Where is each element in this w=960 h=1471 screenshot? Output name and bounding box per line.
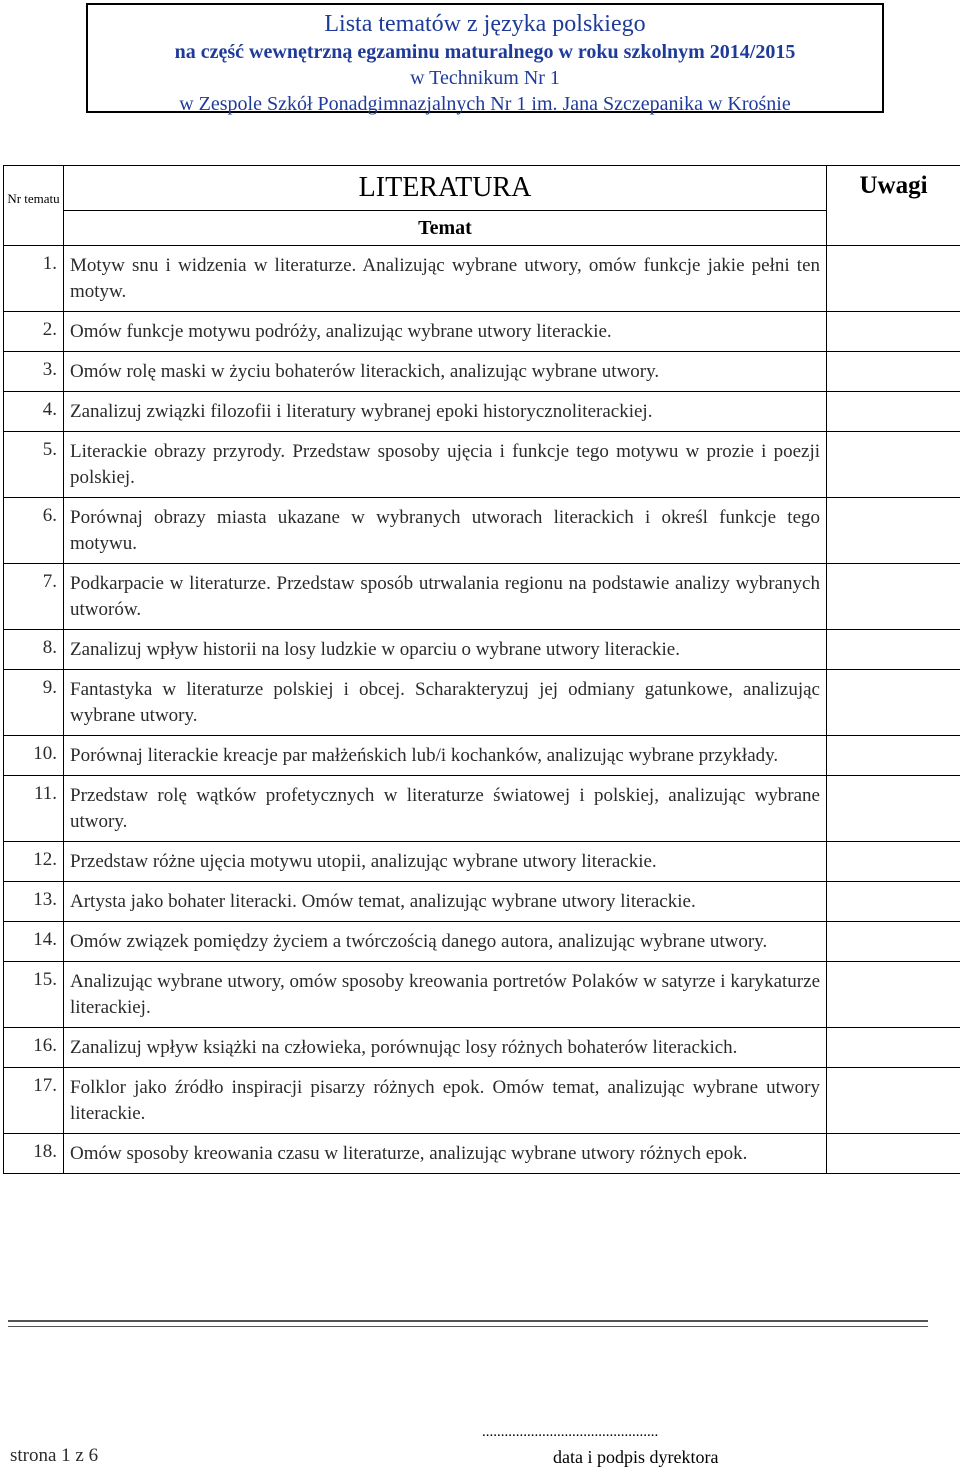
topic-text: Omów funkcje motywu podróży, analizując wybrane utwory literackie. [64,312,827,352]
table-row [4,432,960,498]
table-row [4,1028,960,1068]
topic-number: 3. [4,352,64,392]
document-title: Lista tematów z języka polskiego [324,11,646,37]
topic-text: Zanalizuj wpływ książki na człowieka, porównując losy różnych bohaterów literackich. [64,1028,827,1068]
topic-number: 11. [4,776,64,842]
table-row [4,352,960,392]
notes-cell [827,776,960,842]
topic-text: Zanalizuj wpływ historii na losy ludzkie w oparciu o wybrane utwory literackie. [64,630,827,670]
table-header-row [4,166,960,211]
notes-cell [827,432,960,498]
table-row [4,1068,960,1134]
topic-number: 10. [4,736,64,776]
topic-text: Podkarpacie w literaturze. Przedstaw sposób utrwalania regionu na podstawie analizy wybranych utworów. [64,564,827,630]
table-row [4,564,960,630]
notes-cell [827,962,960,1028]
notes-cell [827,736,960,776]
table-row [4,1134,960,1174]
topic-text: Zanalizuj związki filozofii i literatury wybranej epoki historycznoliterackiej. [64,392,827,432]
topic-text: Folklor jako źródło inspiracji pisarzy różnych epok. Omów temat, analizując wybrane utwory literackie. [64,1068,827,1134]
table-row [4,842,960,882]
topic-text: Omów rolę maski w życiu bohaterów literackich, analizując wybrane utwory. [64,352,827,392]
footer-divider [8,1320,928,1322]
table-row [4,246,960,312]
topic-number: 2. [4,312,64,352]
table-row [4,882,960,922]
topic-text: Analizując wybrane utwory, omów sposoby kreowania portretów Polaków w satyrze i karykaturze literackiej. [64,962,827,1028]
notes-cell [827,1134,960,1174]
notes-cell [827,670,960,736]
notes-cell [827,630,960,670]
topic-number: 13. [4,882,64,922]
topic-text: Motyw snu i widzenia w literaturze. Analizując wybrane utwory, omów funkcje jakie pełni ten motyw. [64,246,827,312]
table-subheader-row [4,211,960,246]
page-number: strona 1 z 6 [10,1445,99,1466]
topic-number: 4. [4,392,64,432]
topics-table [3,165,960,1174]
notes-cell [827,564,960,630]
topic-number: 12. [4,842,64,882]
topic-text: Porównaj literackie kreacje par małżeńskich lub/i kochanków, analizując wybrane przykłady. [64,736,827,776]
school-name: w Technikum Nr 1 [410,67,560,89]
topic-number: 1. [4,246,64,312]
topic-text: Artysta jako bohater literacki. Omów temat, analizując wybrane utwory literackie. [64,882,827,922]
notes-cell [827,842,960,882]
topic-text: Omów związek pomiędzy życiem a twórczością danego autora, analizując wybrane utwory. [64,922,827,962]
topic-number: 6. [4,498,64,564]
topic-number: 14. [4,922,64,962]
table-row [4,630,960,670]
topic-text: Fantastyka w literaturze polskiej i obcej. Scharakteryzuj jej odmiany gatunkowe, analizując wybrane utwory. [64,670,827,736]
notes-cell [827,498,960,564]
notes-cell [827,1068,960,1134]
signature-label: data i podpis dyrektora [553,1447,719,1467]
topic-number: 9. [4,670,64,736]
topic-text: Omów sposoby kreowania czasu w literaturze, analizując wybrane utwory różnych epok. [64,1134,827,1174]
notes-column-header: Uwagi [827,166,960,246]
footer-divider-thin [8,1326,928,1327]
nr-column-header: Nr tematu [4,166,64,246]
topic-text: Przedstaw rolę wątków profetycznych w literaturze światowej i polskiej, analizując wybrane utwory. [64,776,827,842]
table-row [4,312,960,352]
notes-cell [827,922,960,962]
topic-number: 16. [4,1028,64,1068]
topic-number: 5. [4,432,64,498]
topic-number: 8. [4,630,64,670]
table-row [4,670,960,736]
signature-line: ............................................... [482,1424,659,1440]
topic-number: 18. [4,1134,64,1174]
table-row [4,922,960,962]
notes-cell [827,882,960,922]
section-header: LITERATURA [64,166,827,211]
notes-cell [827,352,960,392]
table-row [4,736,960,776]
notes-cell [827,246,960,312]
table-row [4,776,960,842]
topic-number: 15. [4,962,64,1028]
topic-number: 7. [4,564,64,630]
topic-text: Literackie obrazy przyrody. Przedstaw sposoby ujęcia i funkcje tego motywu w prozie i poezji polskiej. [64,432,827,498]
notes-cell [827,1028,960,1068]
document-header [86,3,884,113]
school-complex-name: w Zespole Szkół Ponadgimnazjalnych Nr 1 im. Jana Szczepanika w Krośnie [179,93,791,115]
table-row [4,392,960,432]
topic-text: Przedstaw różne ujęcia motywu utopii, analizując wybrane utwory literackie. [64,842,827,882]
topic-column-header: Temat [64,211,827,246]
table-row [4,962,960,1028]
exam-subtitle: na część wewnętrzną egzaminu maturalnego w roku szkolnym 2014/2015 [174,41,796,63]
table-row [4,498,960,564]
notes-cell [827,392,960,432]
topic-number: 17. [4,1068,64,1134]
notes-cell [827,312,960,352]
topic-text: Porównaj obrazy miasta ukazane w wybranych utworach literackich i określ funkcje tego motywu. [64,498,827,564]
